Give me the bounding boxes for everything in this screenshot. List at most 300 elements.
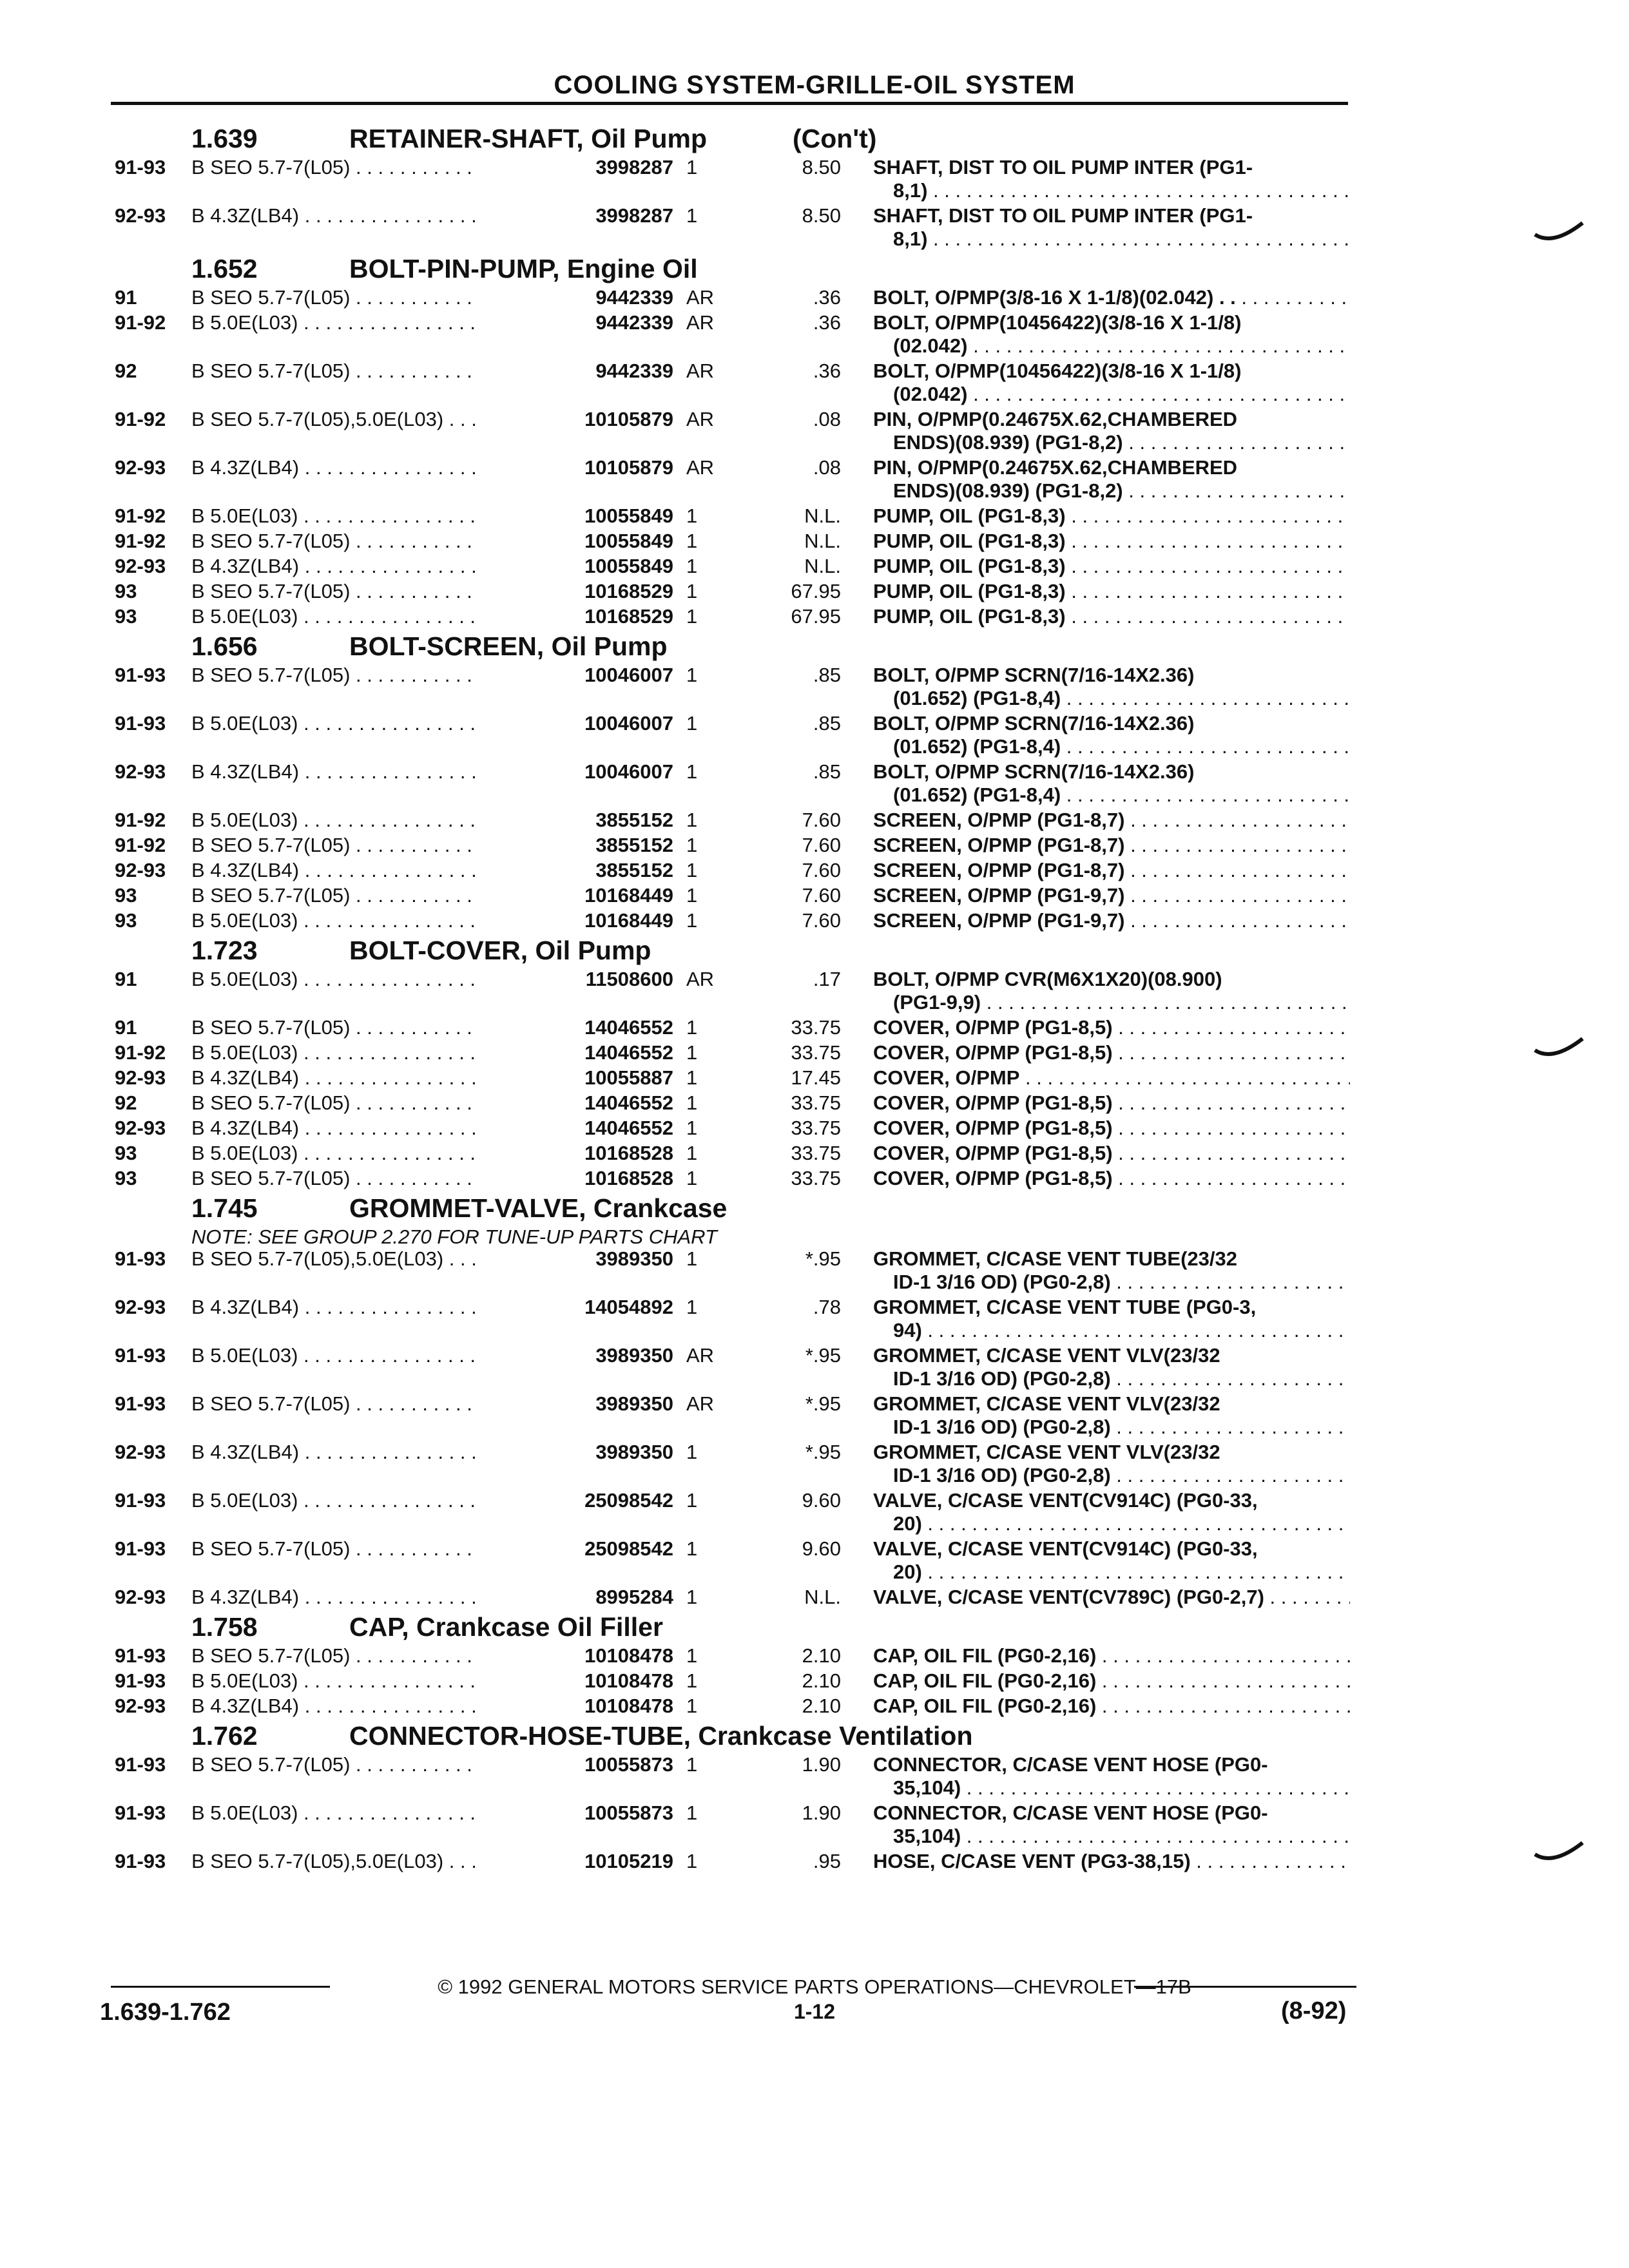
description: CAP, OIL FIL (PG0-2,16) . . . (873, 1644, 1350, 1667)
description: GROMMET, C/CASE VENT VLV(23/32 (873, 1344, 1220, 1367)
description: COVER, O/PMP (PG1-8,5) . . . (873, 1167, 1350, 1190)
application: B SEO 5.7-7(L05) . . . . . . . . . . . (191, 1392, 472, 1415)
price: 67.95 (791, 605, 841, 628)
application: B 5.0E(L03) . . . . . . . . . . . . . . . . (191, 1041, 476, 1064)
quantity: 1 (686, 1644, 698, 1667)
section-name: CONNECTOR-HOSE-TUBE, Crankcase Ventilation (349, 1721, 973, 1751)
part-number: 3855152 (595, 834, 673, 856)
description: SCREEN, O/PMP (PG1-8,7) . . . (873, 834, 1350, 857)
price: 33.75 (791, 1016, 841, 1039)
description-continued: 8,1) . . . (893, 179, 1350, 202)
part-number: 10105219 (584, 1850, 673, 1872)
application: B SEO 5.7-7(L05) . . . . . . . . . . . (191, 530, 472, 552)
table-row (0, 1441, 1629, 1486)
application: B 4.3Z(LB4) . . . . . . . . . . . . . . . . (191, 456, 477, 479)
description-continued: 35,104) . . . (893, 1825, 1350, 1848)
description: COVER, O/PMP (PG1-8,5) . . . (873, 1041, 1350, 1064)
application: B SEO 5.7-7(L05) . . . . . . . . . . . (191, 1753, 472, 1776)
application: B SEO 5.7-7(L05),5.0E(L03) . . . (191, 1247, 477, 1270)
application: B 4.3Z(LB4) . . . . . . . . . . . . . . . . (191, 204, 477, 227)
title-rule (111, 102, 1348, 105)
description: SCREEN, O/PMP (PG1-9,7) . . . (873, 909, 1350, 932)
quantity: 1 (686, 1142, 698, 1164)
description: SCREEN, O/PMP (PG1-9,7) . . . (873, 884, 1350, 907)
model-years: 92-93 (115, 760, 166, 783)
description-continued: 35,104) . . . (893, 1776, 1350, 1800)
model-years: 93 (115, 884, 137, 907)
description-continued: 20) . . . (893, 1561, 1350, 1584)
part-number: 10108478 (584, 1669, 673, 1692)
price: 2.10 (802, 1644, 841, 1667)
part-number: 3989350 (595, 1392, 673, 1415)
price: 7.60 (802, 809, 841, 831)
description: VALVE, C/CASE VENT(CV914C) (PG0-33, (873, 1537, 1258, 1560)
table-row (0, 1644, 1629, 1670)
quantity: 1 (686, 530, 698, 552)
model-years: 92-93 (115, 1441, 166, 1463)
part-number: 14046552 (584, 1041, 673, 1064)
part-number: 9442339 (595, 360, 673, 382)
price: N.L. (804, 530, 841, 552)
model-years: 92-93 (115, 456, 166, 479)
description: PUMP, OIL (PG1-8,3) . . . (873, 505, 1350, 528)
quantity: 1 (686, 1066, 698, 1089)
section-name: GROMMET-VALVE, Crankcase (349, 1193, 728, 1223)
price: 33.75 (791, 1091, 841, 1114)
table-row (0, 1669, 1629, 1695)
footer-copyright: © 1992 GENERAL MOTORS SERVICE PARTS OPERATIONS—CHEVROLET—17B (438, 1975, 1191, 1998)
price: 67.95 (791, 580, 841, 602)
part-number: 25098542 (584, 1489, 673, 1512)
application: B 4.3Z(LB4) . . . . . . . . . . . . . . . . (191, 1586, 477, 1608)
model-years: 92-93 (115, 1586, 166, 1608)
description: BOLT, O/PMP(10456422)(3/8-16 X 1-1/8) (873, 311, 1242, 334)
part-number: 25098542 (584, 1537, 673, 1560)
price: N.L. (804, 505, 841, 527)
description-continued: (02.042) . . . (893, 334, 1350, 358)
application: B SEO 5.7-7(L05) . . . . . . . . . . . (191, 1016, 472, 1039)
part-number: 9442339 (595, 286, 673, 309)
model-years: 91-93 (115, 1753, 166, 1776)
table-row (0, 1753, 1629, 1799)
quantity: 1 (686, 760, 698, 783)
description-continued: 20) . . . (893, 1512, 1350, 1535)
description-continued: (01.652) (PG1-8,4) . . . (893, 687, 1350, 710)
part-number: 10046007 (584, 712, 673, 735)
price: 1.90 (802, 1753, 841, 1776)
quantity: 1 (686, 1167, 698, 1189)
application: B 4.3Z(LB4) . . . . . . . . . . . . . . . . (191, 1695, 477, 1717)
application: B SEO 5.7-7(L05) . . . . . . . . . . . (191, 360, 472, 382)
part-number: 10105879 (584, 408, 673, 430)
part-number: 10105879 (584, 456, 673, 479)
description: PUMP, OIL (PG1-8,3) . . . (873, 605, 1350, 628)
description-continued: ENDS)(08.939) (PG1-8,2) . . . (893, 479, 1350, 503)
quantity: AR (686, 286, 715, 309)
model-years: 91-93 (115, 712, 166, 735)
quantity: 1 (686, 1669, 698, 1692)
section-name: BOLT-SCREEN, Oil Pump (349, 631, 668, 661)
quantity: AR (686, 360, 715, 382)
part-number: 3989350 (595, 1247, 673, 1270)
table-row (0, 1695, 1629, 1720)
description-continued: (01.652) (PG1-8,4) . . . (893, 735, 1350, 758)
model-years: 91 (115, 286, 137, 309)
application: B SEO 5.7-7(L05) . . . . . . . . . . . (191, 884, 472, 907)
part-number: 3989350 (595, 1441, 673, 1463)
table-row (0, 760, 1629, 806)
model-years: 92 (115, 360, 137, 382)
quantity: 1 (686, 909, 698, 932)
part-number: 3998287 (595, 204, 673, 227)
table-row (0, 1802, 1629, 1847)
description: SHAFT, DIST TO OIL PUMP INTER (PG1- (873, 204, 1253, 227)
table-row (0, 456, 1629, 502)
description: COVER, O/PMP (PG1-8,5) . . . (873, 1091, 1350, 1115)
price: .95 (813, 1850, 841, 1872)
quantity: 1 (686, 505, 698, 527)
section-number: 1.758 (191, 1612, 258, 1642)
model-years: 91 (115, 1016, 137, 1039)
description: SCREEN, O/PMP (PG1-8,7) . . . (873, 859, 1350, 882)
table-row (0, 909, 1629, 935)
footer-page-number: 1-12 (793, 2000, 836, 2023)
application: B SEO 5.7-7(L05) . . . . . . . . . . . (191, 834, 472, 856)
price: 2.10 (802, 1695, 841, 1717)
model-years: 92 (115, 1091, 137, 1114)
model-years: 91-93 (115, 1802, 166, 1824)
table-row (0, 1117, 1629, 1142)
price: 17.45 (791, 1066, 841, 1089)
model-years: 91-92 (115, 408, 166, 430)
description: PUMP, OIL (PG1-8,3) . . . (873, 530, 1350, 553)
description-continued: (02.042) . . . (893, 383, 1350, 406)
part-number: 8995284 (595, 1586, 673, 1608)
quantity: AR (686, 1344, 715, 1367)
description: GROMMET, C/CASE VENT TUBE (PG0-3, (873, 1296, 1257, 1318)
application: B SEO 5.7-7(L05) . . . . . . . . . . . (191, 580, 472, 602)
price: .36 (813, 311, 841, 334)
table-row (0, 834, 1629, 860)
part-number: 10055849 (584, 555, 673, 577)
price: 7.60 (802, 834, 841, 856)
part-number: 10055849 (584, 505, 673, 527)
application: B 5.0E(L03) . . . . . . . . . . . . . . . . (191, 712, 476, 735)
application: B SEO 5.7-7(L05) . . . . . . . . . . . (191, 1537, 472, 1560)
model-years: 93 (115, 1142, 137, 1164)
quantity: 1 (686, 884, 698, 907)
price: .08 (813, 456, 841, 479)
section-name: RETAINER-SHAFT, Oil Pump (349, 124, 708, 153)
quantity: 1 (686, 1041, 698, 1064)
quantity: 1 (686, 859, 698, 881)
model-years: 92-93 (115, 859, 166, 881)
section-continued: (Con't) (793, 124, 877, 153)
quantity: 1 (686, 1537, 698, 1560)
application: B SEO 5.7-7(L05) . . . . . . . . . . . (191, 1167, 472, 1189)
table-row (0, 1344, 1629, 1390)
application: B 5.0E(L03) . . . . . . . . . . . . . . . . (191, 605, 476, 628)
description: PUMP, OIL (PG1-8,3) . . . (873, 580, 1350, 603)
part-number: 10108478 (584, 1695, 673, 1717)
price: *.95 (805, 1247, 841, 1270)
description: SCREEN, O/PMP (PG1-8,7) . . . (873, 809, 1350, 832)
part-number: 14046552 (584, 1117, 673, 1139)
model-years: 91-93 (115, 1344, 166, 1367)
price: 9.60 (802, 1537, 841, 1560)
part-number: 14054892 (584, 1296, 673, 1318)
table-row (0, 884, 1629, 910)
table-row (0, 311, 1629, 357)
model-years: 93 (115, 605, 137, 628)
quantity: 1 (686, 809, 698, 831)
table-row (0, 1066, 1629, 1092)
model-years: 91-92 (115, 530, 166, 552)
table-row (0, 809, 1629, 834)
description: BOLT, O/PMP SCRN(7/16-14X2.36) (873, 760, 1195, 783)
table-row (0, 859, 1629, 885)
table-row (0, 1537, 1629, 1583)
model-years: 91-93 (115, 664, 166, 686)
description: PUMP, OIL (PG1-8,3) . . . (873, 555, 1350, 578)
table-row (0, 1489, 1629, 1535)
model-years: 93 (115, 909, 137, 932)
description-continued: ID-1 3/16 OD) (PG0-2,8) . . . (893, 1367, 1350, 1390)
price: .36 (813, 360, 841, 382)
description-continued: ID-1 3/16 OD) (PG0-2,8) . . . (893, 1416, 1350, 1439)
quantity: 1 (686, 1695, 698, 1717)
price: 33.75 (791, 1142, 841, 1164)
quantity: 1 (686, 1586, 698, 1608)
description: PIN, O/PMP(0.24675X.62,CHAMBERED (873, 408, 1238, 430)
part-number: 14046552 (584, 1091, 673, 1114)
price: .85 (813, 760, 841, 783)
table-row (0, 204, 1629, 250)
quantity: 1 (686, 712, 698, 735)
model-years: 91-92 (115, 505, 166, 527)
price: 9.60 (802, 1489, 841, 1512)
application: B 4.3Z(LB4) . . . . . . . . . . . . . . . . (191, 1066, 477, 1089)
price: 8.50 (802, 156, 841, 178)
table-row (0, 1247, 1629, 1293)
model-years: 91-93 (115, 1489, 166, 1512)
description: GROMMET, C/CASE VENT VLV(23/32 (873, 1441, 1220, 1463)
price: N.L. (804, 555, 841, 577)
description: GROMMET, C/CASE VENT TUBE(23/32 (873, 1247, 1237, 1270)
part-number: 10055873 (584, 1753, 673, 1776)
application: B SEO 5.7-7(L05),5.0E(L03) . . . (191, 1850, 477, 1872)
application: B 5.0E(L03) . . . . . . . . . . . . . . . . (191, 1489, 476, 1512)
description: CAP, OIL FIL (PG0-2,16) . . . (873, 1669, 1350, 1693)
description: CONNECTOR, C/CASE VENT HOSE (PG0- (873, 1802, 1268, 1824)
price: 8.50 (802, 204, 841, 227)
quantity: 1 (686, 1441, 698, 1463)
price: 7.60 (802, 909, 841, 932)
model-years: 92-93 (115, 1296, 166, 1318)
footer-section-range: 1.639-1.762 (100, 1999, 231, 2026)
application: B SEO 5.7-7(L05) . . . . . . . . . . . (191, 664, 472, 686)
table-row (0, 1392, 1629, 1438)
model-years: 92-93 (115, 1117, 166, 1139)
part-number: 10168528 (584, 1142, 673, 1164)
description-continued: 94) . . . (893, 1319, 1350, 1342)
description: BOLT, O/PMP SCRN(7/16-14X2.36) (873, 664, 1195, 686)
description: COVER, O/PMP . . . (873, 1066, 1350, 1090)
part-number: 3855152 (595, 809, 673, 831)
description: COVER, O/PMP (PG1-8,5) . . . (873, 1016, 1350, 1039)
price: 33.75 (791, 1167, 841, 1189)
description: PIN, O/PMP(0.24675X.62,CHAMBERED (873, 456, 1238, 479)
model-years: 91-93 (115, 1392, 166, 1415)
table-row (0, 1586, 1629, 1611)
price: .08 (813, 408, 841, 430)
section-number: 1.723 (191, 936, 258, 965)
part-number: 3989350 (595, 1344, 673, 1367)
part-number: 10055849 (584, 530, 673, 552)
model-years: 91-93 (115, 1850, 166, 1872)
table-row (0, 505, 1629, 530)
table-row (0, 555, 1629, 581)
model-years: 92-93 (115, 555, 166, 577)
part-number: 3855152 (595, 859, 673, 881)
model-years: 91-92 (115, 834, 166, 856)
price: .85 (813, 712, 841, 735)
part-number: 10046007 (584, 664, 673, 686)
model-years: 91-92 (115, 809, 166, 831)
table-row (0, 580, 1629, 606)
quantity: 1 (686, 1091, 698, 1114)
application: B 5.0E(L03) . . . . . . . . . . . . . . . . (191, 909, 476, 932)
section-note: NOTE: SEE GROUP 2.270 FOR TUNE-UP PARTS CHART (191, 1225, 717, 1248)
quantity: 1 (686, 1117, 698, 1139)
application: B 5.0E(L03) . . . . . . . . . . . . . . . . (191, 1802, 476, 1824)
model-years: 91-92 (115, 311, 166, 334)
application: B 5.0E(L03) . . . . . . . . . . . . . . . . (191, 311, 476, 334)
part-number: 9442339 (595, 311, 673, 334)
description: BOLT, O/PMP(10456422)(3/8-16 X 1-1/8) (873, 360, 1242, 382)
quantity: 1 (686, 204, 698, 227)
quantity: 1 (686, 1489, 698, 1512)
price: 2.10 (802, 1669, 841, 1692)
check-mark-icon (1534, 1036, 1585, 1062)
application: B 4.3Z(LB4) . . . . . . . . . . . . . . . . (191, 1296, 477, 1318)
section-name: BOLT-PIN-PUMP, Engine Oil (349, 254, 698, 284)
model-years: 91-92 (115, 1041, 166, 1064)
part-number: 14046552 (584, 1016, 673, 1039)
quantity: 1 (686, 580, 698, 602)
model-years: 92-93 (115, 1066, 166, 1089)
price: 7.60 (802, 859, 841, 881)
part-number: 10046007 (584, 760, 673, 783)
description: CAP, OIL FIL (PG0-2,16) . . . (873, 1695, 1350, 1718)
table-row (0, 1167, 1629, 1193)
description-continued: (01.652) (PG1-8,4) . . . (893, 783, 1350, 807)
description: CONNECTOR, C/CASE VENT HOSE (PG0- (873, 1753, 1268, 1776)
part-number: 3998287 (595, 156, 673, 178)
price: 1.90 (802, 1802, 841, 1824)
description-continued: ENDS)(08.939) (PG1-8,2) . . . (893, 431, 1350, 454)
quantity: 1 (686, 555, 698, 577)
table-row (0, 1296, 1629, 1341)
price: .85 (813, 664, 841, 686)
description-continued: ID-1 3/16 OD) (PG0-2,8) . . . (893, 1271, 1350, 1294)
part-number: 10168449 (584, 909, 673, 932)
price: 33.75 (791, 1117, 841, 1139)
table-row (0, 1016, 1629, 1042)
description: HOSE, C/CASE VENT (PG3-38,15) . . . (873, 1850, 1350, 1873)
page-title: COOLING SYSTEM-GRILLE-OIL SYSTEM (554, 71, 1075, 99)
section-name: CAP, Crankcase Oil Filler (349, 1612, 663, 1642)
quantity: AR (686, 408, 715, 430)
table-row (0, 360, 1629, 405)
check-mark-icon (1534, 220, 1585, 246)
table-row (0, 605, 1629, 631)
price: .78 (813, 1296, 841, 1318)
part-number: 10168529 (584, 605, 673, 628)
model-years: 92-93 (115, 204, 166, 227)
quantity: 1 (686, 1753, 698, 1776)
section-number: 1.745 (191, 1193, 258, 1223)
quantity: AR (686, 968, 715, 990)
application: B 4.3Z(LB4) . . . . . . . . . . . . . . . . (191, 1117, 477, 1139)
quantity: 1 (686, 1850, 698, 1872)
table-row (0, 1041, 1629, 1067)
application: B 4.3Z(LB4) . . . . . . . . . . . . . . . . (191, 760, 477, 783)
table-row (0, 968, 1629, 1014)
quantity: 1 (686, 664, 698, 686)
model-years: 91-93 (115, 1644, 166, 1667)
section-name: BOLT-COVER, Oil Pump (349, 936, 651, 965)
model-years: 91 (115, 968, 137, 990)
check-mark-icon (1534, 1840, 1585, 1866)
model-years: 91-93 (115, 1247, 166, 1270)
section-number: 1.652 (191, 254, 258, 284)
model-years: 93 (115, 1167, 137, 1189)
table-row (0, 712, 1629, 758)
table-row (0, 664, 1629, 709)
description: BOLT, O/PMP(3/8-16 X 1-1/8)(02.042) . . . . . (873, 286, 1350, 309)
price: *.95 (805, 1344, 841, 1367)
application: B SEO 5.7-7(L05) . . . . . . . . . . . (191, 1644, 472, 1667)
quantity: 1 (686, 1296, 698, 1318)
application: B 5.0E(L03) . . . . . . . . . . . . . . . . (191, 505, 476, 527)
description: BOLT, O/PMP CVR(M6X1X20)(08.900) (873, 968, 1222, 990)
table-row (0, 1142, 1629, 1168)
price: .17 (813, 968, 841, 990)
model-years: 91-93 (115, 156, 166, 178)
quantity: 1 (686, 1016, 698, 1039)
model-years: 93 (115, 580, 137, 602)
description: BOLT, O/PMP SCRN(7/16-14X2.36) (873, 712, 1195, 735)
description: GROMMET, C/CASE VENT VLV(23/32 (873, 1392, 1220, 1415)
description-continued: ID-1 3/16 OD) (PG0-2,8) . . . (893, 1464, 1350, 1487)
application: B 4.3Z(LB4) . . . . . . . . . . . . . . . . (191, 859, 477, 881)
application: B SEO 5.7-7(L05),5.0E(L03) . . . (191, 408, 477, 430)
part-number: 10108478 (584, 1644, 673, 1667)
price: .36 (813, 286, 841, 309)
price: N.L. (804, 1586, 841, 1608)
quantity: 1 (686, 834, 698, 856)
quantity: 1 (686, 156, 698, 178)
section-number: 1.639 (191, 124, 258, 153)
price: *.95 (805, 1392, 841, 1415)
application: B 4.3Z(LB4) . . . . . . . . . . . . . . . . (191, 1441, 477, 1463)
quantity: 1 (686, 1247, 698, 1270)
description: COVER, O/PMP (PG1-8,5) . . . (873, 1117, 1350, 1140)
application: B SEO 5.7-7(L05) . . . . . . . . . . . (191, 156, 472, 178)
part-number: 10168449 (584, 884, 673, 907)
quantity: 1 (686, 605, 698, 628)
